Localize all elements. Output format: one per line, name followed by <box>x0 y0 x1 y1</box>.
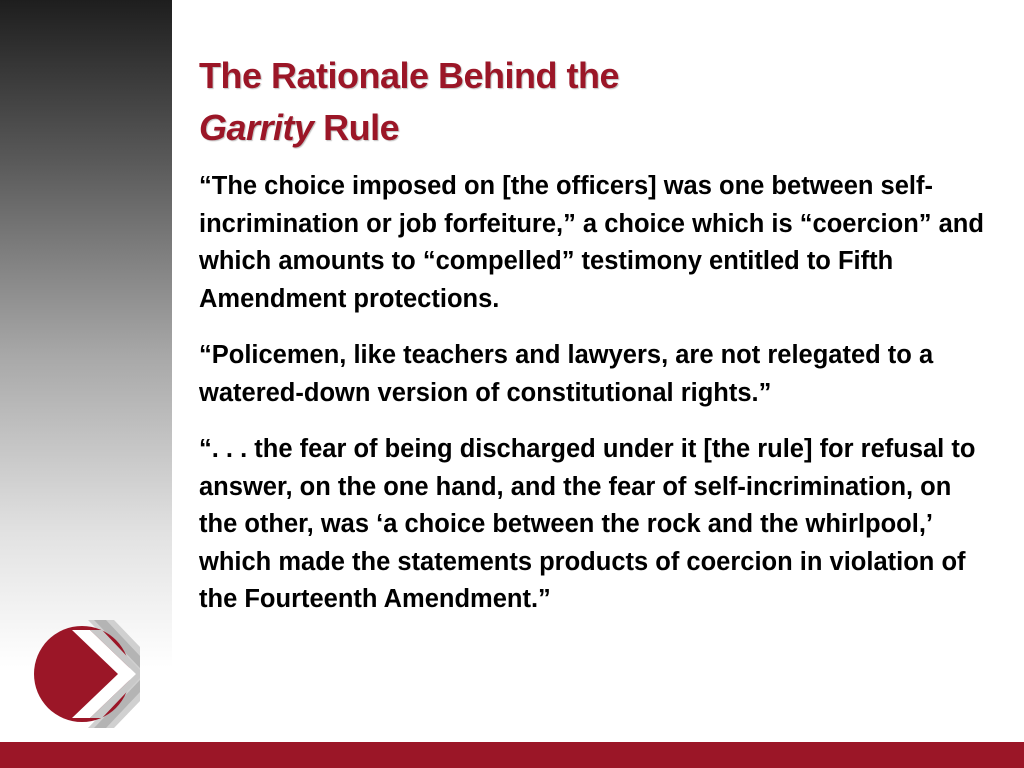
slide-title <box>199 50 979 154</box>
title-rule: Rule <box>323 107 400 148</box>
quote-paragraph-3: “. . . the fear of being discharged under it [the rule] for refusal to answer, on the one hand, and the fear of self-incrimination, on the other, was ‘a choice between the rock and the whirlpool,’ which made the statements products of coercion in violation of the Fourteenth Amendment.” <box>199 435 976 613</box>
slide-body <box>199 168 989 638</box>
logo-icon <box>32 620 140 728</box>
title-line-1: The Rationale Behind the <box>199 55 620 96</box>
title-garrity: Garrity <box>199 107 314 148</box>
quote-paragraph-1: “The choice imposed on [the officers] was one between self-incrimination or job forfeiture,” a choice which is “coercion” and which amounts to “compelled” testimony entitled to Fifth Amendment protections. <box>199 172 984 313</box>
bottom-accent-bar <box>0 742 1024 768</box>
quote-paragraph-2: “Policemen, like teachers and lawyers, are not relegated to a watered-down version of constitutional rights.” <box>199 341 934 407</box>
